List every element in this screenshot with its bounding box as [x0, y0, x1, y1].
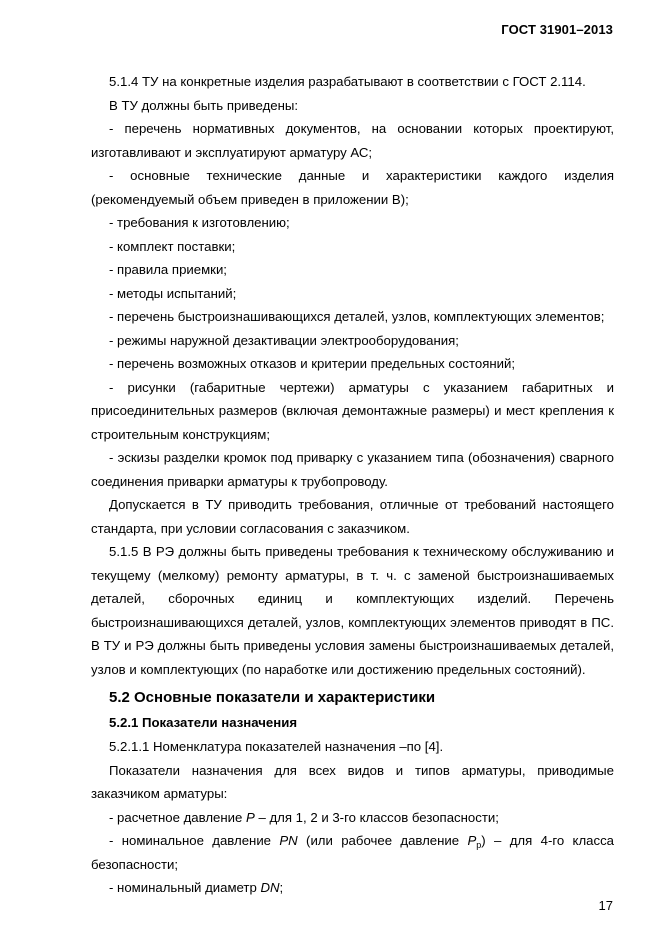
document-code: ГОСТ 31901–2013	[501, 22, 613, 37]
list-item: - эскизы разделки кромок под приварку с указанием типа (обозначения) сварного соединения приварки арматуры к трубопроводу.	[91, 450, 614, 489]
page-number: 17	[598, 898, 613, 913]
paragraph-5-1-5: 5.1.5 В РЭ должны быть приведены требования к техническому обслуживанию и текущему (мелкому) ремонту арматуры, в т. ч. с заменой быстроизнашиваемых деталей, сборочных единиц и комплектующих изделий. Перечень быстроизнашивающихся деталей, узлов, комплектующих элементов приводят в ПС. В ТУ и РЭ должны быть приведены условия замены быстроизнашиваемых деталей, узлов и комплектующих (по наработке или достижению предельных состояний).	[91, 544, 614, 677]
list-item-nominal-pressure: - номинальное давление PN (или рабочее давление $P_р$) – для 4-го класса безопасности;	[91, 833, 615, 872]
list-item-calc-pressure: - расчетное давление P – для 1, 2 и 3-го классов безопасности;	[109, 809, 499, 825]
list-item: - перечень возможных отказов и критерии предельных состояний;	[109, 356, 516, 371]
page-body	[91, 70, 614, 900]
list-item: - режимы наружной дезактивации электрооборудования;	[109, 332, 459, 348]
paragraph-5-2-1-1: 5.2.1.1 Номенклатура показателей назначения –по [4].	[109, 739, 444, 754]
list-item: - комплект поставки;	[109, 238, 236, 254]
list-item: - правила приемки;	[109, 262, 227, 277]
list-item: - перечень нормативных документов, на основании которых проектируют, изготавливают и эксплуатируют арматуру АС;	[91, 121, 614, 160]
section-heading: 5.2 Основные показатели и характеристики	[109, 689, 436, 706]
paragraph-allowance: Допускается в ТУ приводить требования, отличные от требований настоящего стандарта, при условии согласования с заказчиком.	[91, 497, 614, 536]
paragraph-indicators: Показатели назначения для всех видов и типов арматуры, приводимые заказчиком арматуры:	[91, 762, 614, 801]
paragraph-5-1-4: 5.1.4 ТУ на конкретные изделия разрабатывают в соответствии с ГОСТ 2.114.	[109, 74, 586, 89]
list-item: - перечень быстроизнашивающихся деталей, узлов, комплектующих элементов;	[109, 309, 605, 324]
paragraph-tu-intro: В ТУ должны быть приведены:	[109, 97, 299, 113]
list-item: - требования к изготовлению;	[109, 215, 290, 230]
list-item: - рисунки (габаритные чертежи) арматуры с указанием габаритных и присоединительных размеров (включая демонтажные размеры) и мест крепления к строительным конструкциям;	[91, 379, 614, 442]
list-item: - основные технические данные и характеристики каждого изделия (рекомендуемый объем приведен в приложении В);	[91, 168, 614, 207]
list-item: - методы испытаний;	[109, 285, 237, 301]
list-item-nominal-diameter: - номинальный диаметр DN;	[109, 880, 284, 895]
subsection-heading: 5.2.1 Показатели назначения	[109, 715, 298, 730]
